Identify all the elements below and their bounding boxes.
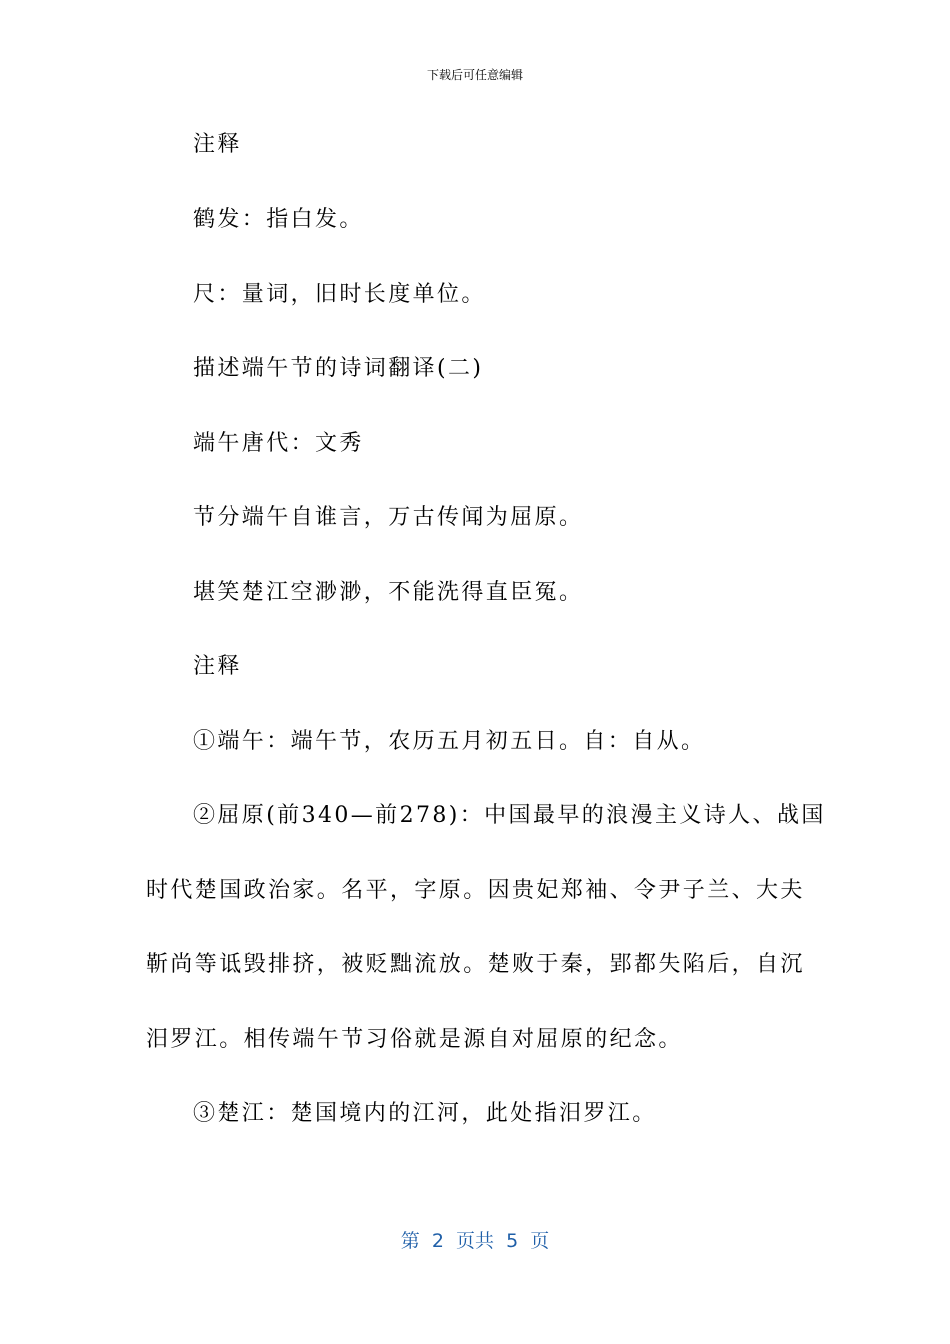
annotation-line: ①端午：端午节，农历五月初五日。自：自从。 xyxy=(193,729,706,754)
text-line: 注释 xyxy=(193,132,242,157)
text-line: 鹤发：指白发。 xyxy=(193,207,364,232)
poem-author-line: 端午唐代：文秀 xyxy=(193,431,364,456)
text-line: 尺：量词，旧时长度单位。 xyxy=(193,282,486,307)
annotation-line: ②屈原(前340—前278)：中国最早的浪漫主义诗人、战国 xyxy=(193,803,826,828)
poem-line: 堪笑楚江空渺渺，不能洗得直臣冤。 xyxy=(193,580,584,605)
annotation-line: 汨罗江。相传端午节习俗就是源自对屈原的纪念。 xyxy=(146,1027,683,1052)
poem-line: 节分端午自谁言，万古传闻为屈原。 xyxy=(193,505,584,530)
page-number: 第 2 页共 5 页 xyxy=(400,1230,550,1252)
text-line: 注释 xyxy=(193,654,242,679)
section-heading: 描述端午节的诗词翻译(二) xyxy=(193,356,484,381)
annotation-line: ③楚江：楚国境内的江河，此处指汨罗江。 xyxy=(193,1101,657,1126)
header-note: 下载后可任意编辑 xyxy=(426,68,523,82)
annotation-line: 时代楚国政治家。名平，字原。因贵妃郑袖、令尹子兰、大夫 xyxy=(146,878,805,903)
annotation-line: 靳尚等诋毁排挤，被贬黜流放。楚败于秦，郢都失陷后，自沉 xyxy=(146,952,805,977)
